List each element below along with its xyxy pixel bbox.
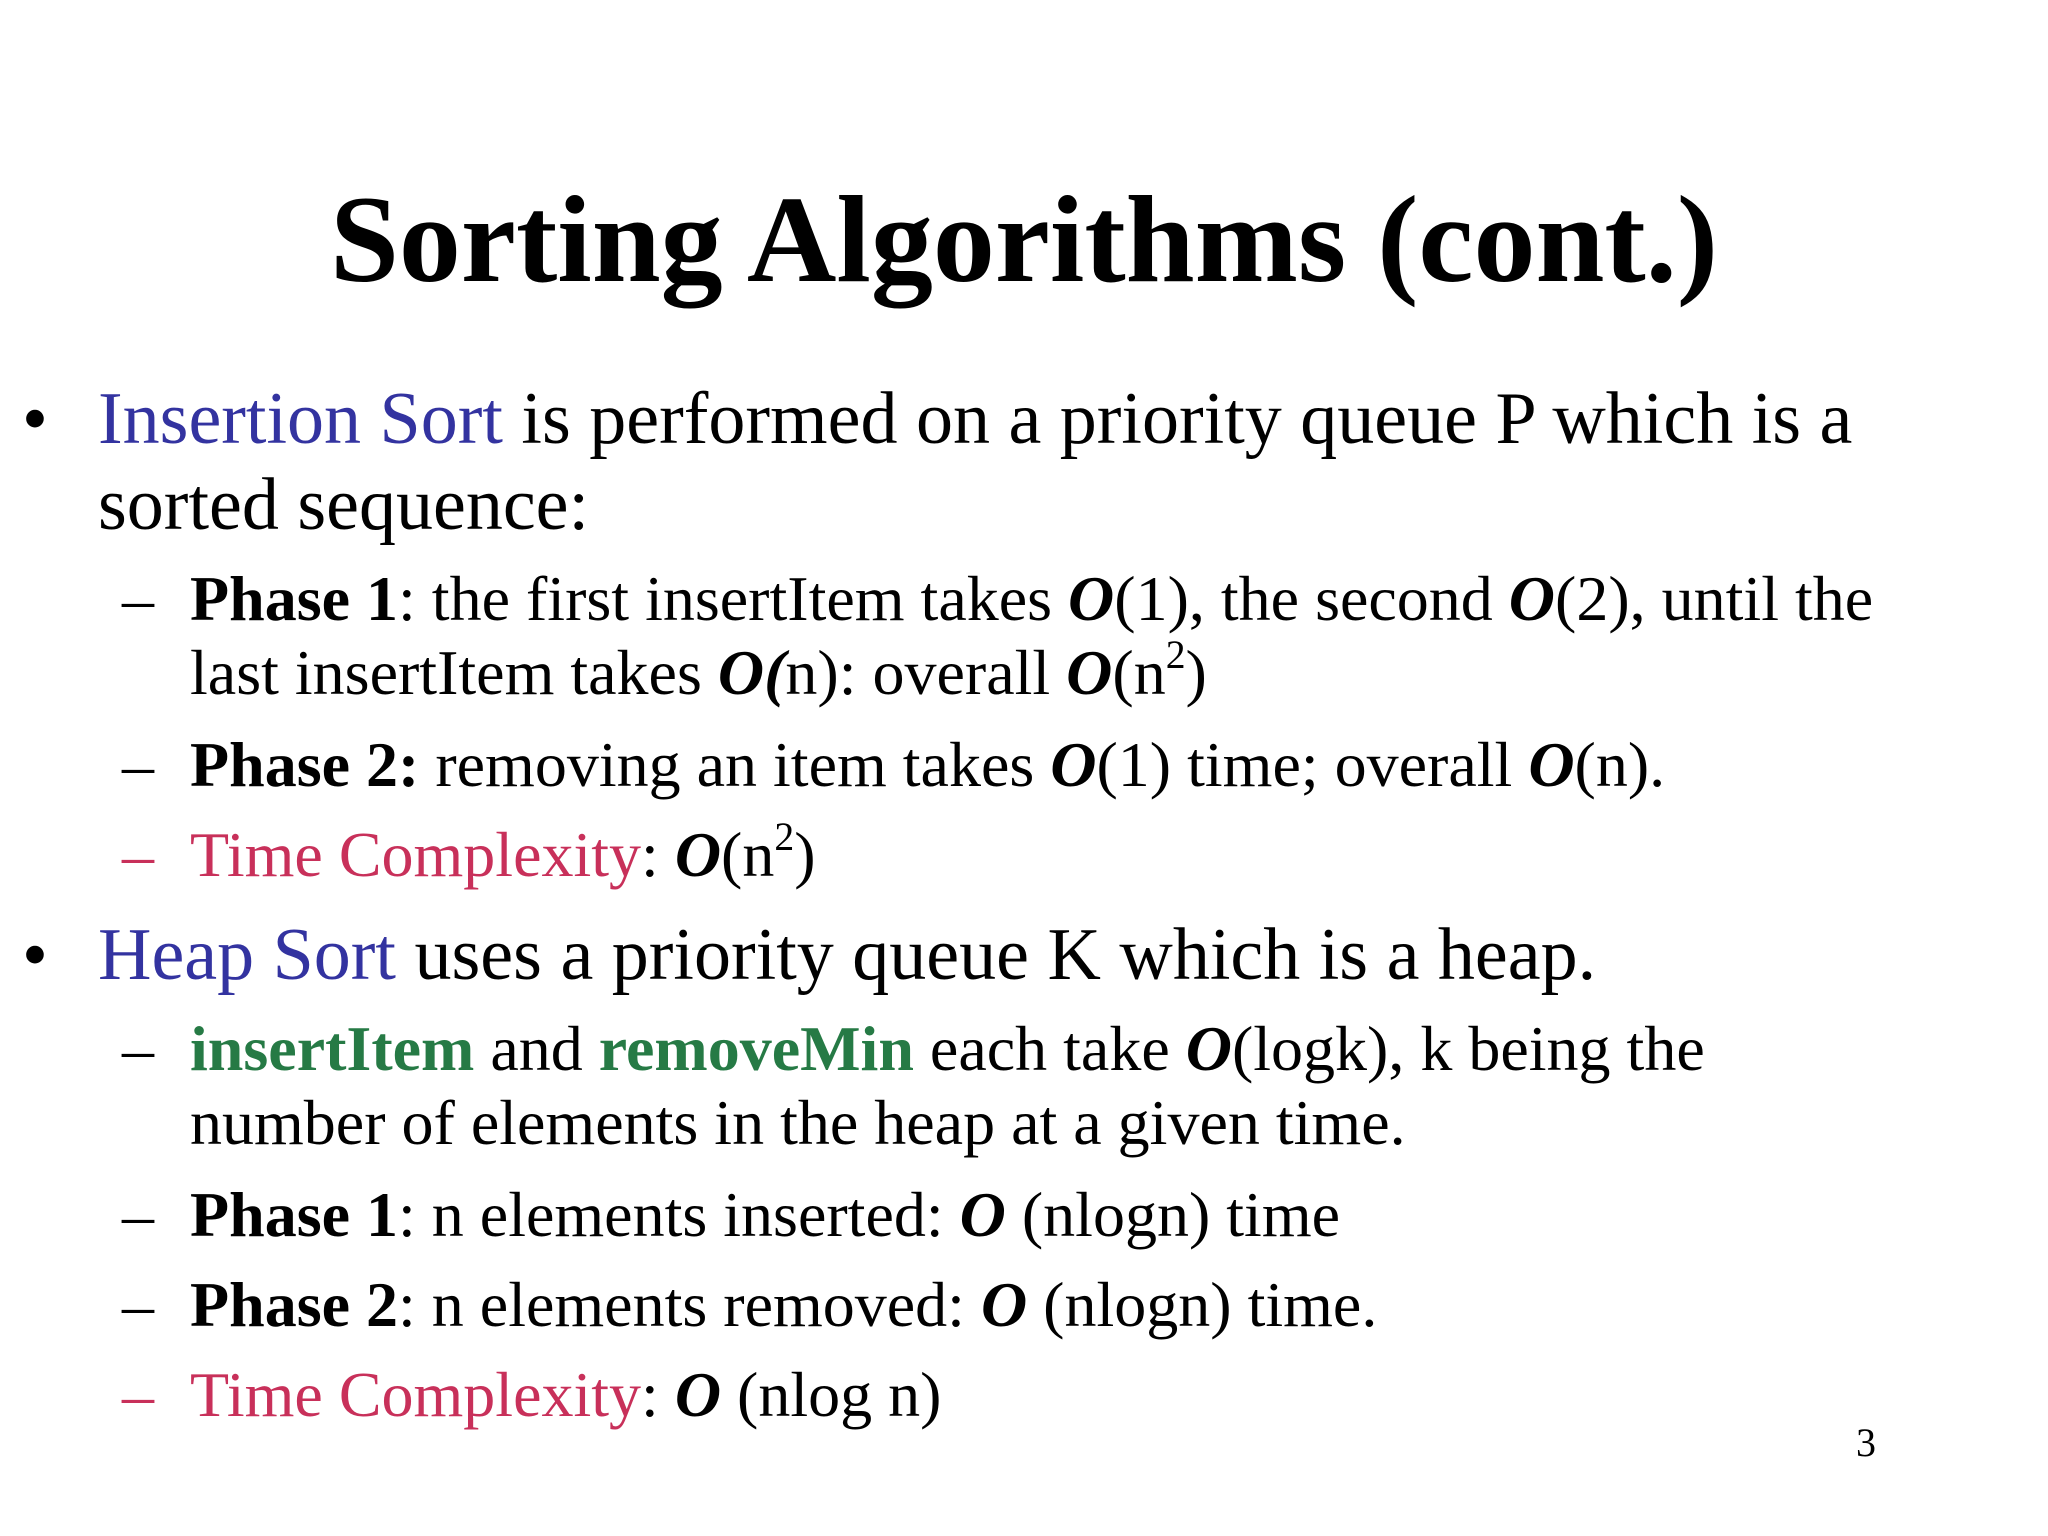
big-o: O [674,1359,722,1430]
insertion-phase1-text: : the first insertItem takes [398,563,1069,634]
page-number: 3 [1856,1420,1876,1465]
big-o: O [674,819,722,890]
remove-min-op: removeMin [598,1013,914,1084]
big-o: O [1528,729,1575,800]
heap-phase2-line [190,1268,1377,1342]
insertion-sort-description: is performed on a priority queue P which is a [502,378,1853,460]
big-o: O [959,1179,1006,1250]
big-o: O [1050,729,1097,800]
insertion-phase2-label: Phase 2: [190,729,420,800]
big-o: O [980,1269,1028,1340]
insertion-phase2-text: (1) time; overall [1096,729,1529,800]
heap-ops-text: (logk), k being the [1231,1013,1705,1084]
insert-item-op: insertItem [190,1013,475,1084]
insertion-phase1-text: ) [1185,637,1207,708]
big-o: O [1068,563,1115,634]
insertion-phase1-text: (n [1112,637,1166,708]
big-o: O [1508,563,1555,634]
insertion-phase1-text: (1), the second [1114,563,1509,634]
big-o: O [1185,1013,1232,1084]
insertion-complexity-label: Time Complexity [190,819,642,890]
heap-sort-description: uses a priority queue K which is a heap. [396,914,1597,996]
insertion-phase1-text: last insertItem takes [190,637,718,708]
heap-complexity-label: Time Complexity [190,1359,642,1430]
dash-marker: – [122,819,154,890]
heap-phase1-label: Phase 1 [190,1179,398,1250]
heap-complexity-text: (nlog n) [721,1359,942,1430]
heap-ops-text: and [474,1013,599,1084]
heap-phase1-line [190,1178,1340,1252]
heap-ops-line-1 [190,1012,1705,1086]
big-o: O [1066,637,1113,708]
heap-phase2-text: : n elements removed: [398,1269,981,1340]
dash-marker: – [122,1013,154,1084]
insertion-phase1-line-1 [190,562,1873,636]
heap-phase1-text: (nlogn) time [1005,1179,1340,1250]
insertion-phase1-text: (2), until the [1555,563,1874,634]
insertion-phase2-line [190,728,1665,802]
colon: : [641,819,675,890]
exponent: 2 [1165,632,1186,677]
heap-phase1-text: : n elements inserted: [398,1179,960,1250]
slide-title: Sorting Algorithms (cont.) [329,171,1719,308]
insertion-complexity-text: (n [721,819,775,890]
heap-ops-text: each take [913,1013,1186,1084]
dash-marker: – [122,1179,154,1250]
insertion-phase1-label: Phase 1 [190,563,398,634]
insertion-sort-term: Insertion Sort [98,378,503,460]
insertion-phase1-text: n): overall [785,637,1067,708]
exponent: 2 [774,814,795,859]
heap-sort-line [98,912,1596,998]
heap-phase2-text: (nlogn) time. [1027,1269,1378,1340]
dash-marker: – [122,729,154,800]
insertion-sort-line-2: sorted sequence: [98,464,590,546]
heap-phase2-label: Phase 2 [190,1269,398,1340]
dash-marker: – [122,1359,154,1430]
big-o: O( [717,637,786,708]
heap-sort-term: Heap Sort [98,914,396,996]
heap-ops-line-2: number of elements in the heap at a given time. [190,1087,1406,1158]
bullet-marker: • [22,378,48,460]
insertion-complexity-line [190,814,816,892]
colon: : [641,1359,675,1430]
insertion-phase2-text: (n). [1574,729,1666,800]
insertion-phase1-line-2 [190,632,1207,710]
insertion-sort-line-1 [98,376,1852,462]
heap-complexity-line [190,1358,941,1432]
dash-marker: – [122,1269,154,1340]
insertion-phase2-text: removing an item takes [419,729,1051,800]
bullet-marker: • [22,914,48,996]
dash-marker: – [122,563,154,634]
insertion-complexity-text: ) [794,819,816,890]
